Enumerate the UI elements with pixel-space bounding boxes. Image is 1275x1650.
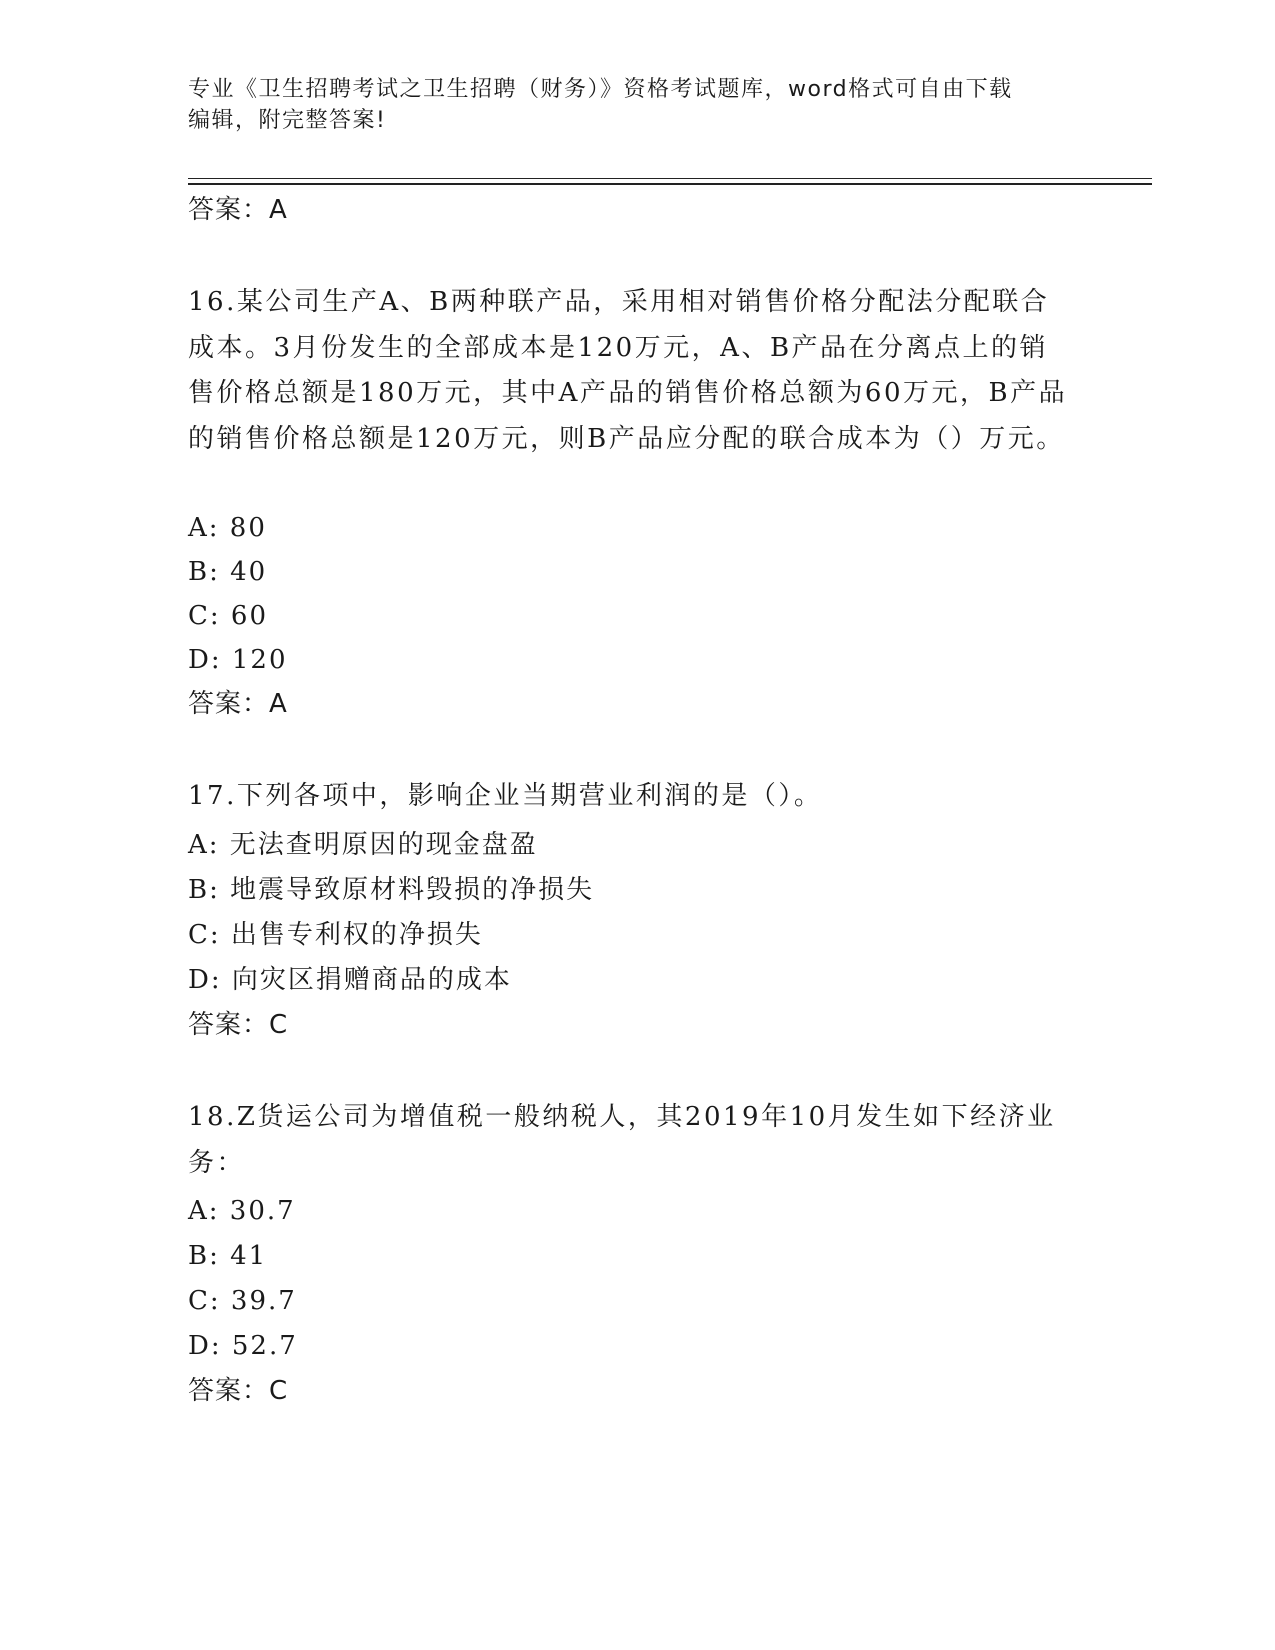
header-line-2: 编辑，附完整答案!	[188, 108, 387, 133]
answer-prev: 答案：A	[188, 195, 288, 225]
q16-option-c: C: 60	[188, 601, 269, 631]
q18-option-a: A: 30.7	[188, 1196, 296, 1226]
q16-answer: 答案：A	[188, 689, 288, 719]
q17-option-a: A: 无法查明原因的现金盘盈	[188, 830, 538, 860]
q17-option-c: C: 出售专利权的净损失	[188, 920, 483, 950]
header-line-1: 专业《卫生招聘考试之卫生招聘（财务）》资格考试题库，word格式可自由下载	[188, 77, 1013, 102]
q16-option-b: B: 40	[188, 557, 268, 587]
q17-option-d: D: 向灾区捐赠商品的成本	[188, 965, 512, 995]
q16-option-d: D: 120	[188, 645, 288, 675]
question-18-text: 18.Z货运公司为增值税一般纳税人，其2019年10月发生如下经济业务：	[188, 1102, 1056, 1178]
q18-option-b: B: 41	[188, 1241, 268, 1271]
question-17-text: 17.下列各项中，影响企业当期营业利润的是（）。	[188, 781, 823, 811]
q17-option-b: B: 地震导致原材料毁损的净损失	[188, 875, 595, 905]
q18-option-d: D: 52.7	[188, 1331, 298, 1361]
q17-answer: 答案：C	[188, 1010, 289, 1040]
header-rule-thick	[188, 183, 1152, 185]
q18-answer: 答案：C	[188, 1376, 289, 1406]
header-rule-thin	[188, 178, 1152, 179]
question-16-text: 16.某公司生产A、B两种联产品，采用相对销售价格分配法分配联合成本。3月份发生的全部成本是120万元，A、B产品在分离点上的销售价格总额是180万元，其中A产品的销售价格总额为60万元，B产品的销售价格总额是120万元，则B产品应分配的联合成本为（）万元。	[188, 287, 1068, 454]
q16-option-a: A: 80	[188, 513, 267, 543]
document-header	[188, 74, 1068, 136]
q18-option-c: C: 39.7	[188, 1286, 297, 1316]
